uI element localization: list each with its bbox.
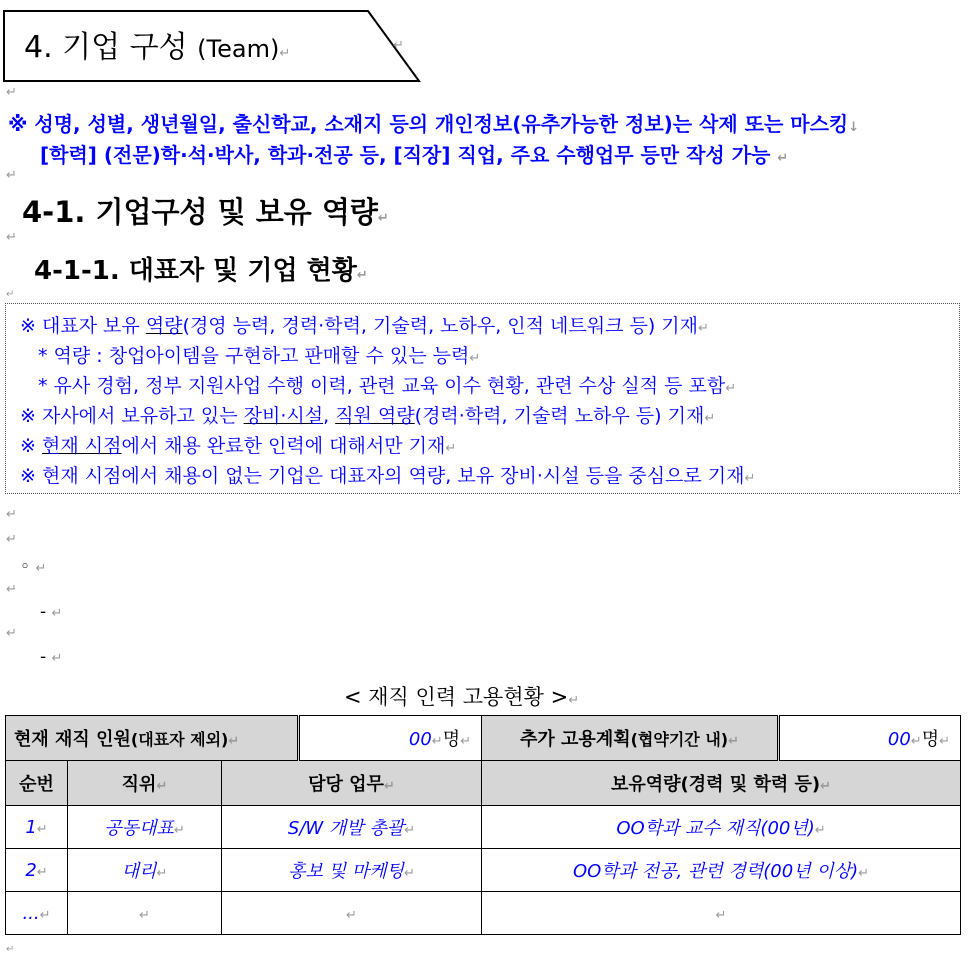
current-staff-label: 현재 재직 인원(대표자 제외)↵ — [6, 716, 299, 761]
cell-competency: ↵ — [482, 892, 961, 935]
guide-line-6: ※ 현재 시점에서 채용이 없는 기업은 대표자의 역량, 보유 장비·시설 등을 중심으로 기재↵ — [20, 465, 756, 487]
bullet-dash-1: - ↵ — [40, 602, 63, 622]
bullet-dash-2: - ↵ — [40, 647, 63, 667]
table-row — [6, 849, 961, 892]
guide-line-5: ※ 현재 시점에서 채용 완료한 인력에 대해서만 기재↵ — [20, 435, 457, 457]
cell-no: 2↵ — [6, 849, 68, 892]
staff-table — [5, 715, 961, 935]
hiring-plan-label: 추가 고용계획(협약기간 내)↵ — [482, 716, 779, 761]
summary-row — [6, 716, 961, 761]
table-row — [6, 806, 961, 849]
heading-4-1-1: 4-1-1. 대표자 및 기업 현황↵ — [34, 256, 368, 286]
col-header-position: 직위↵ — [68, 761, 222, 806]
section-title: 4. 기업 구성 (Team)↵ — [24, 30, 291, 65]
col-header-duty: 담당 업무↵ — [222, 761, 482, 806]
table-row — [6, 892, 961, 935]
current-staff-value: 00↵명↵ — [299, 716, 482, 761]
privacy-notice-line1: ※ 성명, 성별, 생년월일, 출신학교, 소재지 등의 개인정보(유추가능한 정보)는 삭제 또는 마스킹↓ — [8, 112, 860, 136]
cell-position: ↵ — [68, 892, 222, 935]
col-header-no: 순번 — [6, 761, 68, 806]
cell-duty: ↵ — [222, 892, 482, 935]
heading-4-1: 4-1. 기업구성 및 보유 역량↵ — [22, 195, 389, 229]
table-header-row — [6, 761, 961, 806]
section-title-number: 4. 기업 구성 — [24, 30, 188, 65]
col-header-competency: 보유역량(경력 및 학력 등)↵ — [482, 761, 961, 806]
cell-position: 공동대표↵ — [68, 806, 222, 849]
bullet-circle: ◦ ↵ — [20, 557, 47, 577]
cell-no: ...↵ — [6, 892, 68, 935]
privacy-notice-line2: [학력] (전문)학·석·박사, 학과·전공 등, [직장] 직업, 주요 수행업무 등만 작성 가능 ↵ — [40, 143, 789, 167]
guide-line-4: ※ 자사에서 보유하고 있는 장비·시설, 직원 역량(경력·학력, 기술력 노하우 등) 기재↵ — [20, 405, 716, 427]
cell-duty: S/W 개발 총괄↵ — [222, 806, 482, 849]
cell-position: 대리↵ — [68, 849, 222, 892]
guide-line-3: * 유사 경험, 정부 지원사업 수행 이력, 관련 교육 이수 현황, 관련 수상 실적 등 포함↵ — [38, 375, 737, 397]
cell-competency: OO학과 교수 재직(00년)↵ — [482, 806, 961, 849]
cell-duty: 홍보 및 마케팅↵ — [222, 849, 482, 892]
cell-competency: OO학과 전공, 관련 경력(00년 이상)↵ — [482, 849, 961, 892]
section-title-team: (Team) — [197, 35, 280, 63]
hiring-plan-value: 00↵명↵ — [779, 716, 961, 761]
table-caption: < 재직 인력 고용현황 >↵ — [344, 685, 580, 709]
guide-line-1: ※ 대표자 보유 역량(경영 능력, 경력·학력, 기술력, 노하우, 인적 네트워크 등) 기재↵ — [20, 315, 709, 337]
guideline-box — [5, 303, 960, 494]
cell-no: 1↵ — [6, 806, 68, 849]
guide-line-2: * 역량 : 창업아이템을 구현하고 판매할 수 있는 능력↵ — [38, 345, 481, 367]
